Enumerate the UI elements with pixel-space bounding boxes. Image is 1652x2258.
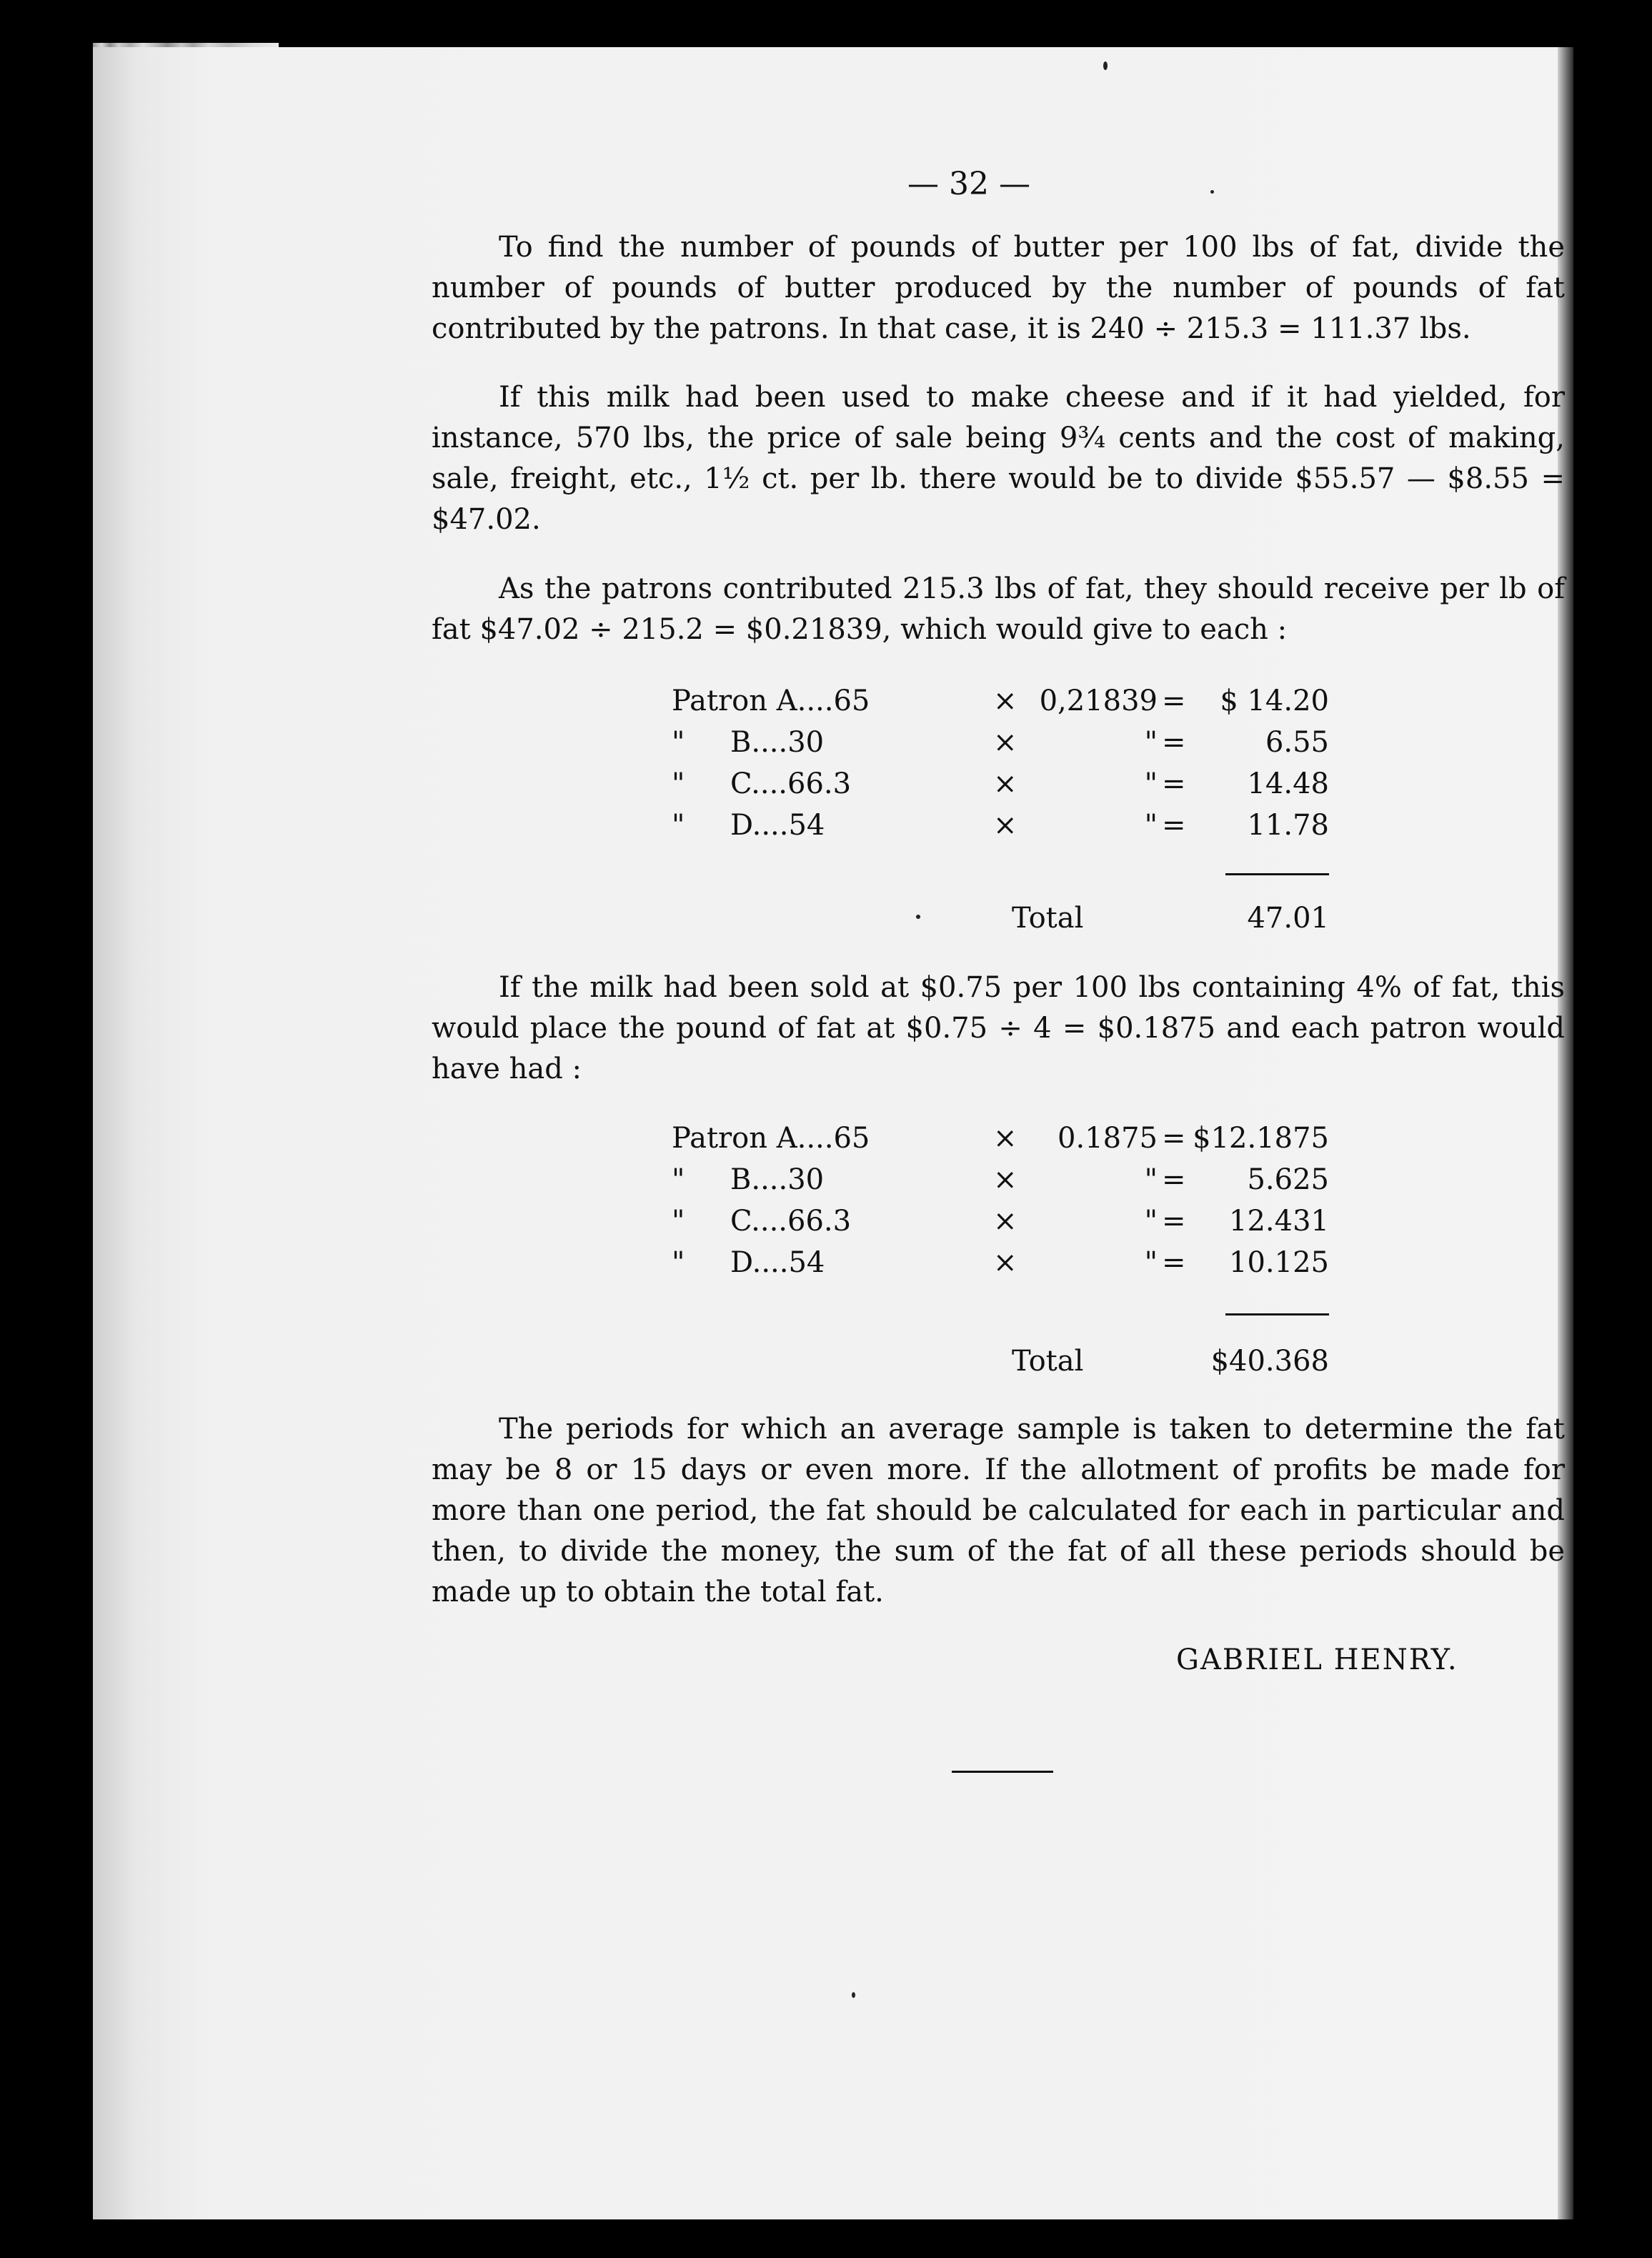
patron-label: " C....66.3	[672, 767, 852, 800]
paragraph-milk-sold: If the milk had been sold at $0.75 per 100 lbs containing 4% of fat, this would place the pound of fat at $0.75 ÷ 4 = $0.1875 and each patron would have had :	[432, 971, 1565, 1085]
patron-amount: 11.78	[1247, 809, 1329, 842]
patron-calculation-cheese	[672, 685, 1329, 850]
equals-sign: =	[1162, 685, 1186, 717]
calc-row	[672, 1163, 1329, 1205]
paragraph-fat-rate: As the patrons contributed 215.3 lbs of fat, they should receive per lb of fat $47.02 ÷ 215.2 = $0.21839, which would give to each :	[432, 572, 1565, 646]
patron-label: " D....54	[672, 809, 825, 842]
paragraph-periods: The periods for which an average sample is taken to determine the fat may be 8 or 15 days or even more. If the allotment of profits be made for more than one period, the fat should be calculated for each in particular and then, to divide the money, the sum of the fat of all these periods should be made up to obtain the total fat.	[432, 1413, 1565, 1608]
multiply-sign: ×	[993, 809, 1017, 842]
patron-amount: 12.431	[1229, 1205, 1329, 1238]
patron-amount: 14.48	[1247, 767, 1329, 800]
page-number: — 32 —	[907, 166, 1030, 202]
calc-row	[672, 1246, 1329, 1288]
multiply-sign: ×	[993, 767, 1017, 800]
patron-label: " B....30	[672, 1163, 825, 1196]
end-rule	[952, 1771, 1053, 1773]
multiply-sign: ×	[993, 685, 1017, 717]
scan-speck	[852, 1992, 855, 1998]
total-amount: $40.368	[1210, 1345, 1329, 1378]
paragraph-butter-yield: To find the number of pounds of butter per 100 lbs of fat, divide the number of pounds of butter produced by the number of pounds of fat contributed by the patrons. In that case, it is 240 ÷ 215.3 = 111.37 lbs.	[432, 231, 1565, 345]
rate-factor: 0,21839	[1039, 685, 1158, 717]
calc-row	[672, 685, 1329, 726]
multiply-sign: ×	[993, 1246, 1017, 1279]
rate-factor: "	[1144, 1205, 1158, 1238]
rate-factor: "	[1144, 1163, 1158, 1196]
patron-amount: $ 14.20	[1220, 685, 1329, 717]
calc-row	[672, 726, 1329, 767]
total-label: Total	[1012, 902, 1084, 935]
calc-row	[672, 1122, 1329, 1163]
multiply-sign: ×	[993, 726, 1017, 759]
equals-sign: =	[1162, 726, 1186, 759]
patron-label: " C....66.3	[672, 1205, 852, 1238]
equals-sign: =	[1162, 1122, 1186, 1155]
scan-speck	[1103, 61, 1108, 70]
paragraph-cheese-case: If this milk had been used to make cheese and if it had yielded, for instance, 570 lbs, the price of sale being 9¾ cents and the cost of making, sale, freight, etc., 1½ ct. per lb. there would be to divide $55.57 — $8.55 = $47.02.	[432, 381, 1565, 536]
rate-factor: 0.1875	[1058, 1122, 1158, 1155]
calc-row	[672, 809, 1329, 850]
scan-speck	[1210, 190, 1214, 194]
calc-row	[672, 767, 1329, 809]
patron-calculation-milk	[672, 1122, 1329, 1288]
equals-sign: =	[1162, 1163, 1186, 1196]
scan-speck	[916, 915, 920, 919]
page-edge-shadow	[1558, 47, 1573, 2219]
rate-factor: "	[1144, 1246, 1158, 1279]
equals-sign: =	[1162, 767, 1186, 800]
patron-label: Patron A....65	[672, 685, 870, 717]
patron-amount: 6.55	[1265, 726, 1329, 759]
patron-amount: 10.125	[1229, 1246, 1329, 1279]
total-amount: 47.01	[1247, 902, 1329, 935]
equals-sign: =	[1162, 1246, 1186, 1279]
rate-factor: "	[1144, 809, 1158, 842]
sum-rule	[1225, 873, 1329, 875]
patron-amount: 5.625	[1247, 1163, 1329, 1196]
equals-sign: =	[1162, 809, 1186, 842]
multiply-sign: ×	[993, 1163, 1017, 1196]
multiply-sign: ×	[993, 1205, 1017, 1238]
equals-sign: =	[1162, 1205, 1186, 1238]
patron-label: " D....54	[672, 1246, 825, 1279]
multiply-sign: ×	[993, 1122, 1017, 1155]
total-label: Total	[1012, 1345, 1084, 1378]
author-signature: GABRIEL HENRY.	[1176, 1643, 1458, 1676]
patron-amount: $12.1875	[1193, 1122, 1329, 1155]
sum-rule	[1225, 1313, 1329, 1315]
calc-row	[672, 1205, 1329, 1246]
rate-factor: "	[1144, 767, 1158, 800]
patron-label: Patron A....65	[672, 1122, 870, 1155]
rate-factor: "	[1144, 726, 1158, 759]
patron-label: " B....30	[672, 726, 825, 759]
